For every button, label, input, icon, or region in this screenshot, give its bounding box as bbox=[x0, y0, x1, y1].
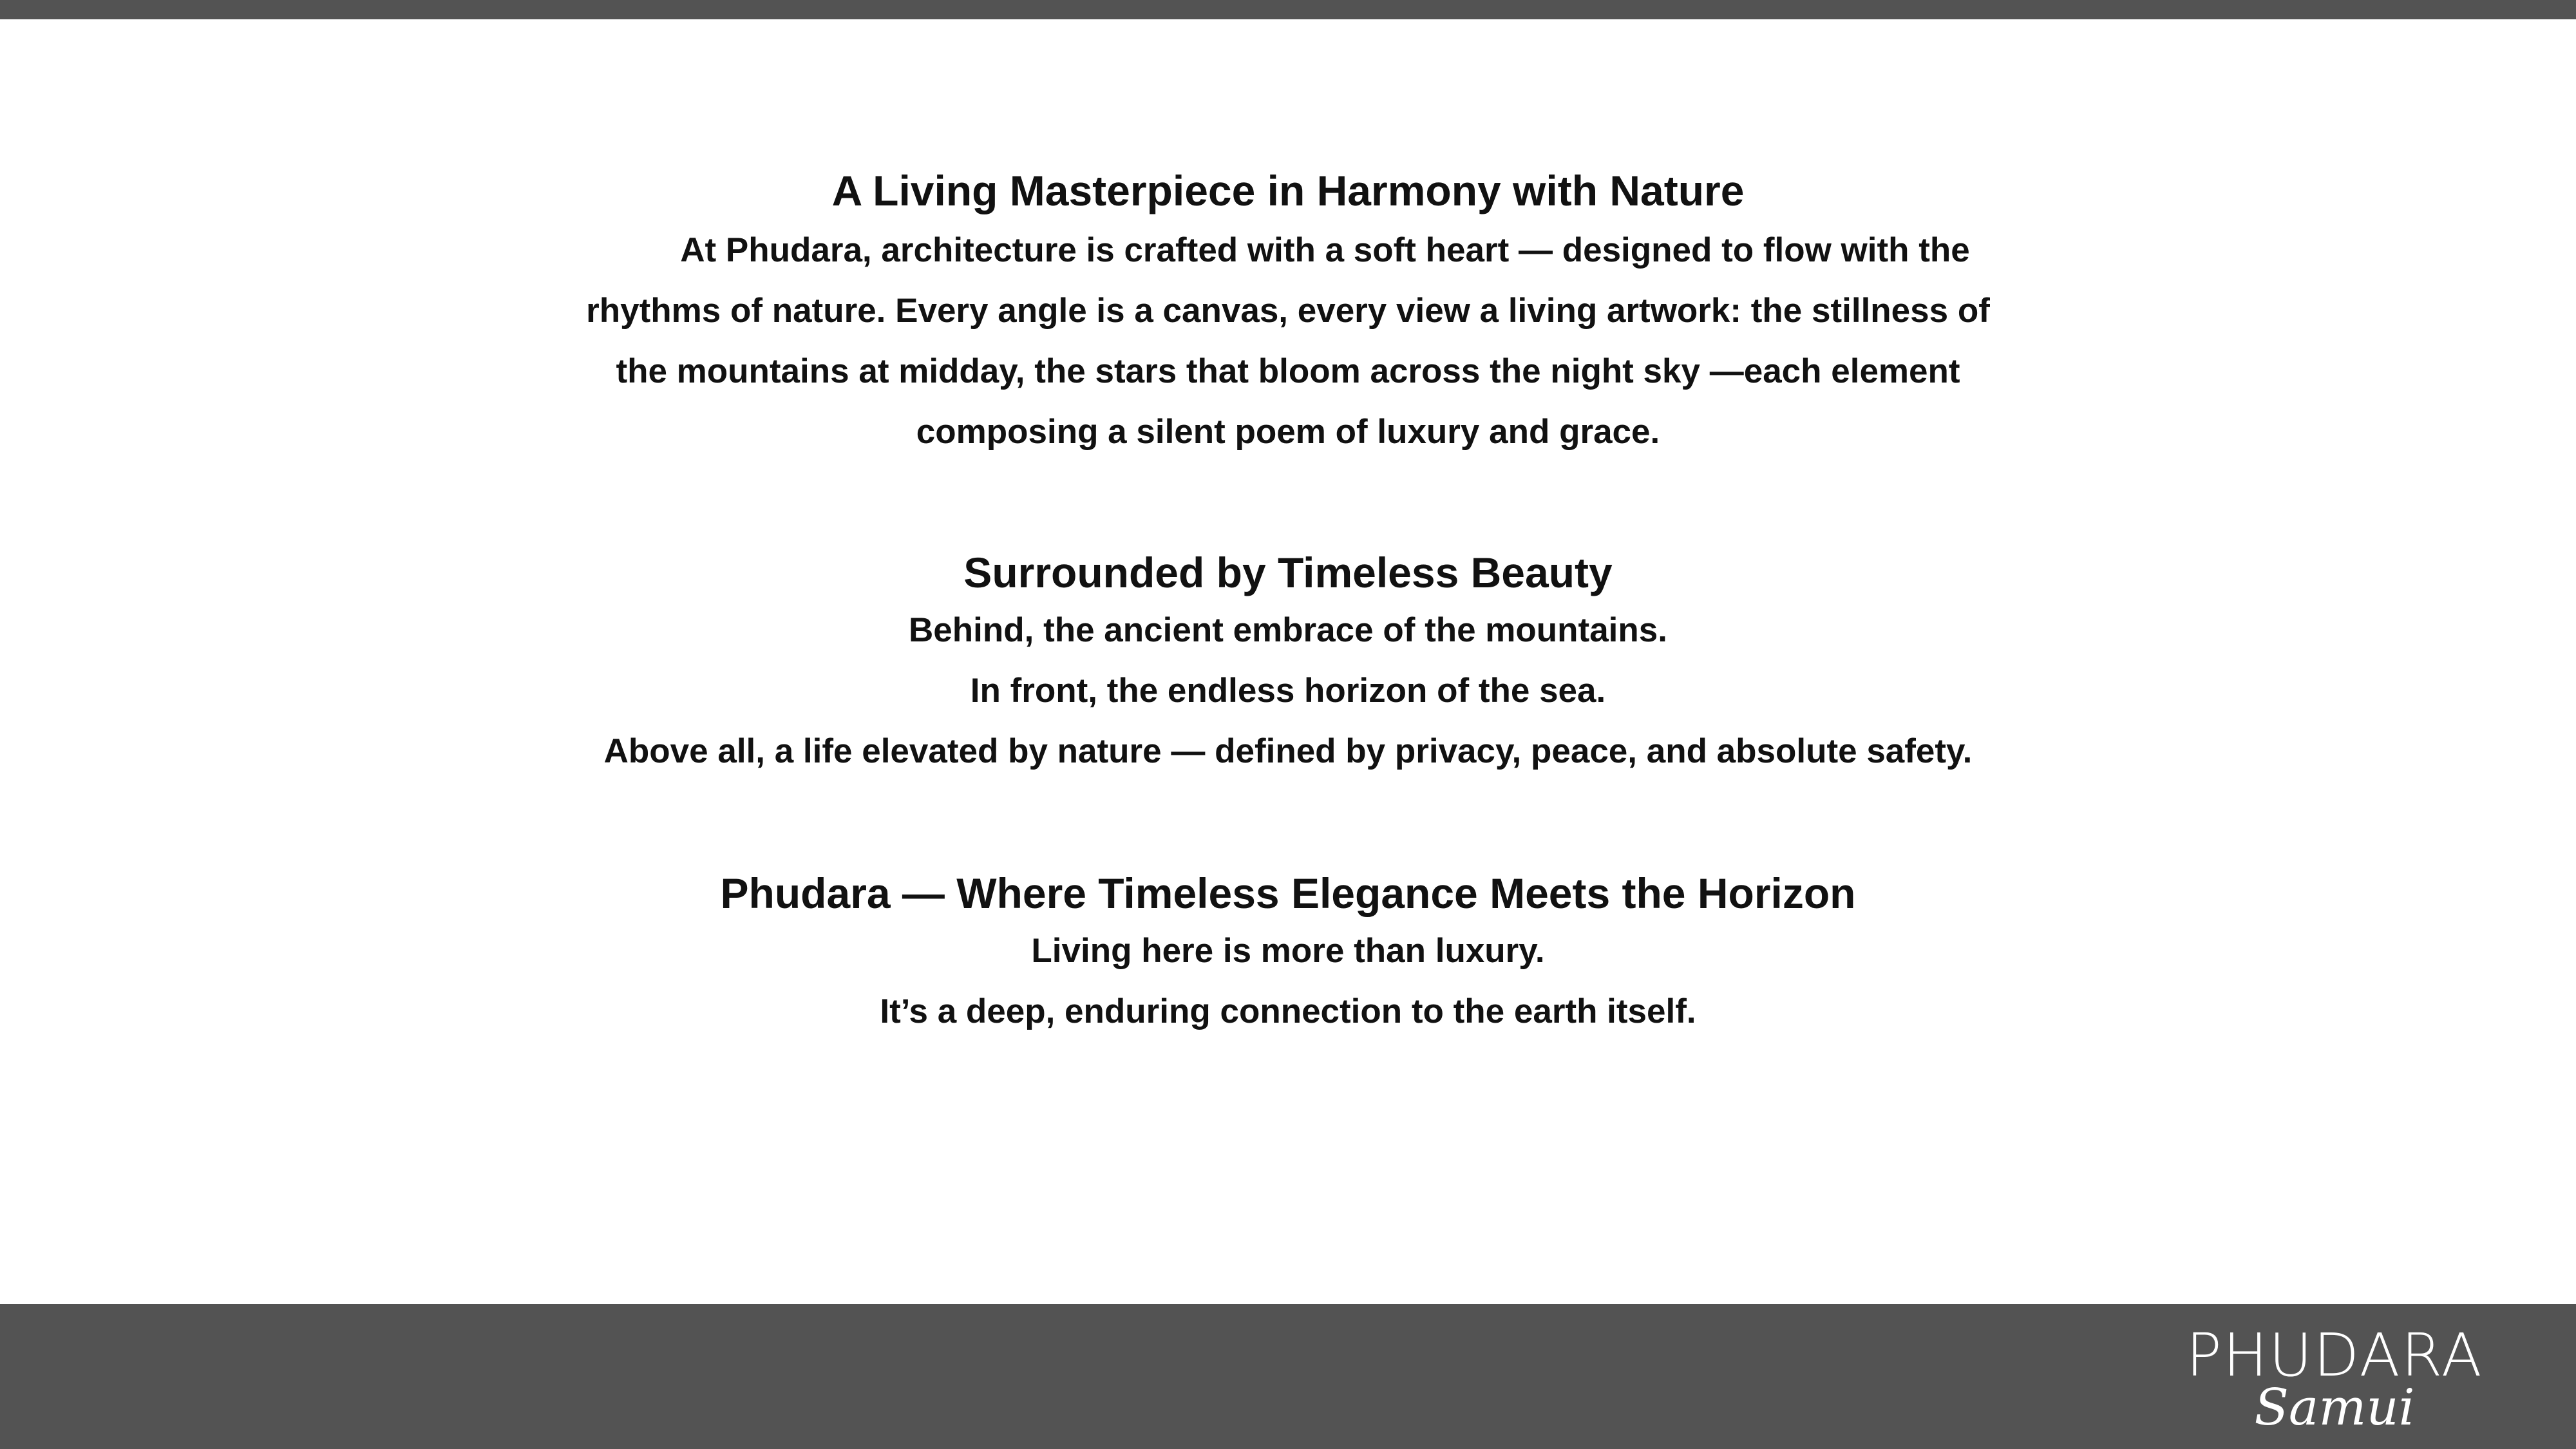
section-heading: A Living Masterpiece in Harmony with Nature bbox=[831, 167, 1745, 214]
section-harmony bbox=[0, 161, 2576, 462]
section-paragraph: At Phudara, architecture is crafted with a soft heart — designed to flow with the rhythms of nature. Every angle is a canvas, every view a living artwork: the stillness of the mountains at midday, the stars that bloom across the night sky —each element composing a silent poem of luxury and grace. bbox=[586, 231, 1990, 451]
section-line: In front, the endless horizon of the sea. bbox=[970, 672, 1606, 710]
logo-wordmark: PHUDARA bbox=[2186, 1321, 2483, 1390]
logo-subtitle: Samui bbox=[2254, 1379, 2415, 1437]
section-line: Behind, the ancient embrace of the mountains. bbox=[909, 611, 1667, 649]
section-horizon bbox=[0, 866, 2576, 1042]
phudara-logo bbox=[2167, 1321, 2502, 1437]
section-line: Above all, a life elevated by nature — defined by privacy, peace, and absolute safety. bbox=[603, 732, 1973, 770]
top-bar bbox=[0, 0, 2576, 19]
section-line: It’s a deep, enduring connection to the earth itself. bbox=[880, 992, 1696, 1030]
section-heading: Phudara — Where Timeless Elegance Meets the Horizon bbox=[720, 869, 1856, 917]
section-line: Living here is more than luxury. bbox=[1031, 932, 1545, 970]
footer-bar bbox=[0, 1304, 2576, 1449]
section-heading: Surrounded by Timeless Beauty bbox=[963, 549, 1613, 596]
section-beauty bbox=[0, 545, 2576, 782]
